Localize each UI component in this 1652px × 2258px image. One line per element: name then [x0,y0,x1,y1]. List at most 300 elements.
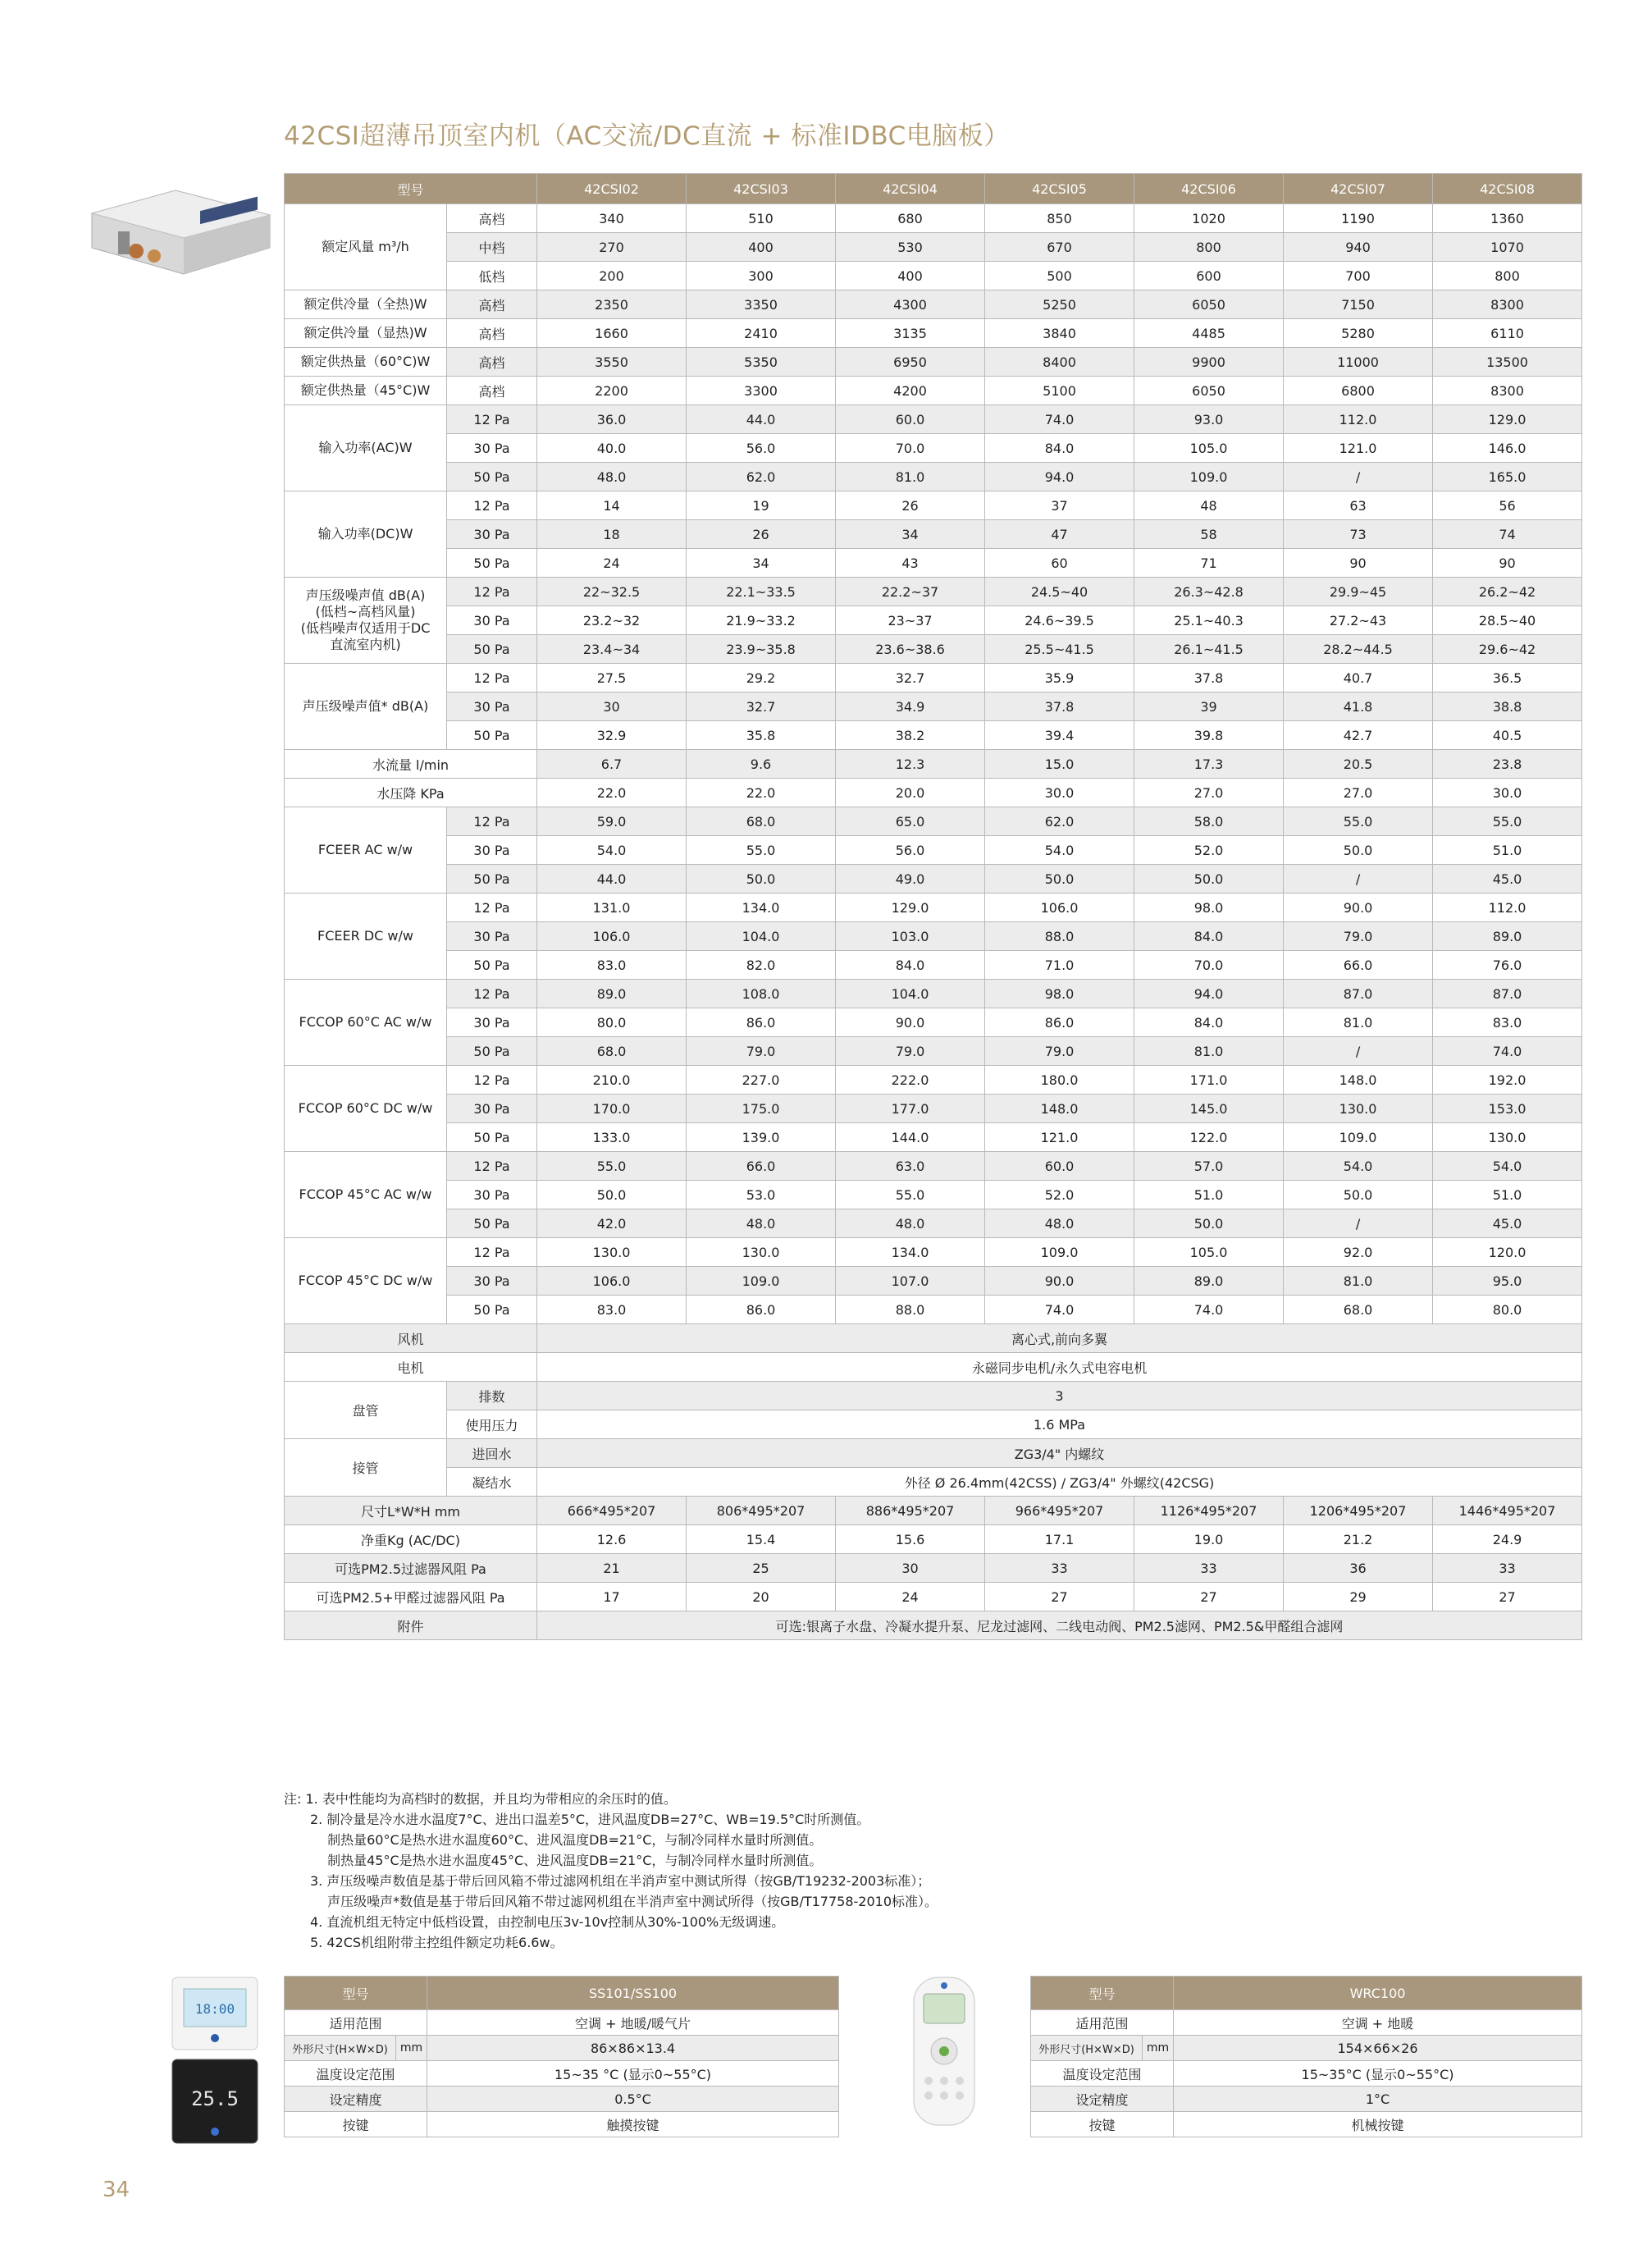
cell-value: 90.0 [985,1267,1134,1296]
cell-value: 84.0 [1134,1008,1284,1037]
cell-value: 806*495*207 [687,1497,836,1525]
cell-value: 23.4~34 [537,635,687,664]
cell-value: 1126*495*207 [1134,1497,1284,1525]
cell-value: 74.0 [985,405,1134,434]
cell-value: 55.0 [687,836,836,865]
ctrl1-model-value: SS101/SS100 [427,1977,839,2010]
row-group-label: FCEER DC w/w [285,894,447,980]
table-row [285,405,1582,434]
cell-value: 56.0 [836,836,985,865]
cell-value: 89.0 [537,980,687,1008]
indoor-unit-image [85,182,274,277]
table-row [285,807,1582,836]
cell-value: 103.0 [836,922,985,951]
table-row [285,1410,1582,1439]
cell-value: 98.0 [985,980,1134,1008]
cell-value: 145.0 [1134,1095,1284,1123]
cell-value: 60.0 [836,405,985,434]
cell-value: 34 [836,520,985,549]
table-row [285,1353,1582,1382]
row-group-label: 额定风量 m³/h [285,204,447,290]
cell-value: 58 [1134,520,1284,549]
cell-value: 139.0 [687,1123,836,1152]
header-model-42csi05: 42CSI05 [985,174,1134,204]
cell-value: 50.0 [1134,1209,1284,1238]
row-sublabel: 50 Pa [447,865,537,894]
cell-value: 17.1 [985,1525,1134,1554]
cell-value: 68.0 [687,807,836,836]
cell-value: 25.1~40.3 [1134,606,1284,635]
ctrl1-prec-value: 0.5°C [427,2087,839,2112]
cell-value: 3350 [687,290,836,319]
cell-value: 29.9~45 [1284,578,1433,606]
cell-value: 6110 [1433,319,1582,348]
cell-value: 108.0 [687,980,836,1008]
cell-value: 24.9 [1433,1525,1582,1554]
table-row [285,1095,1582,1123]
cell-value: 129.0 [836,894,985,922]
cell-value: 121.0 [1284,434,1433,463]
header-model-42csi06: 42CSI06 [1134,174,1284,204]
cell-value: 98.0 [1134,894,1284,922]
cell-value: 6950 [836,348,985,377]
ctrl2-model-value: WRC100 [1174,1977,1582,2010]
cell-value: 6.7 [537,750,687,779]
table-row [285,491,1582,520]
controller-table-wrc100 [1030,1976,1582,2137]
table-row [285,377,1582,405]
ctrl1-key-label: 按键 [285,2112,427,2137]
cell-value: 93.0 [1134,405,1284,434]
cell-value: 80.0 [1433,1296,1582,1324]
cell-value: 23.8 [1433,750,1582,779]
cell-value: 25.5~41.5 [985,635,1134,664]
cell-value: 34 [687,549,836,578]
cell-value: 55.0 [537,1152,687,1181]
row-sublabel: 50 Pa [447,549,537,578]
pipe-in-label: 进回水 [447,1439,537,1468]
cell-value: 1070 [1433,233,1582,262]
cell-value: 9900 [1134,348,1284,377]
cell-value: 35.9 [985,664,1134,692]
cell-value: 86.0 [687,1008,836,1037]
cell-value: 15.0 [985,750,1134,779]
cell-value: 175.0 [687,1095,836,1123]
table-row [285,721,1582,750]
cell-value: 3135 [836,319,985,348]
thermostat-white-image [171,1976,259,2051]
table-row [285,750,1582,779]
cell-value: 9.6 [687,750,836,779]
notes [284,1789,938,1953]
cell-value: 23~37 [836,606,985,635]
cell-value: 24 [836,1583,985,1611]
ctrl1-prec-label: 设定精度 [285,2087,427,2112]
cell-value: 2350 [537,290,687,319]
cell-value: 400 [836,262,985,290]
cell-value: 86.0 [687,1296,836,1324]
row-sublabel: 12 Pa [447,578,537,606]
ctrl2-key-value: 机械按键 [1174,2112,1582,2137]
table-row [285,1611,1582,1640]
ctrl2-prec-value: 1°C [1174,2087,1582,2112]
row-group-label: 额定供热量（45°C)W [285,377,447,405]
cell-value: 11000 [1284,348,1433,377]
row-group-label: FCCOP 45°C AC w/w [285,1152,447,1238]
cell-value: 153.0 [1433,1095,1582,1123]
cell-value: 53.0 [687,1181,836,1209]
coil-rows-value: 3 [537,1382,1582,1410]
cell-value: 20 [687,1583,836,1611]
cell-value: 89.0 [1433,922,1582,951]
cell-value: 62.0 [985,807,1134,836]
cell-value: 134.0 [687,894,836,922]
cell-value: 79.0 [836,1037,985,1066]
cell-value: 33 [985,1554,1134,1583]
cell-value: 30.0 [985,779,1134,807]
cell-value: 122.0 [1134,1123,1284,1152]
ctrl1-size-label: 外形尺寸(H×W×D) [285,2036,396,2061]
row-label: 水压降 KPa [285,779,537,807]
ctrl2-size-value: 154×66×26 [1174,2036,1582,2061]
cell-value: 30.0 [1433,779,1582,807]
cell-value: 270 [537,233,687,262]
row-sublabel: 12 Pa [447,491,537,520]
cell-value: 59.0 [537,807,687,836]
cell-value: 28.5~40 [1433,606,1582,635]
row-sublabel: 高档 [447,290,537,319]
cell-value: 8300 [1433,377,1582,405]
cell-value: 1190 [1284,204,1433,233]
cell-value: 340 [537,204,687,233]
table-row [285,1525,1582,1554]
cell-value: 144.0 [836,1123,985,1152]
table-row [285,434,1582,463]
cell-value: 12.3 [836,750,985,779]
ctrl2-range-label: 适用范围 [1031,2010,1174,2036]
cell-value: 4300 [836,290,985,319]
cell-value: 51.0 [1433,1181,1582,1209]
pipe-cond-label: 凝结水 [447,1468,537,1497]
cell-value: 23.6~38.6 [836,635,985,664]
cell-value: 28.2~44.5 [1284,635,1433,664]
cell-value: 8400 [985,348,1134,377]
row-sublabel: 50 Pa [447,951,537,980]
row-sublabel: 12 Pa [447,1066,537,1095]
row-group-label: 声压级噪声值 dB(A) (低档~高档风量) (低档噪声仅适用于DC 直流室内机) [285,578,447,664]
table-row [285,319,1582,348]
row-sublabel: 12 Pa [447,980,537,1008]
cell-value: 30 [836,1554,985,1583]
table-row [285,1583,1582,1611]
table-row [285,779,1582,807]
cell-value: 56.0 [687,434,836,463]
cell-value: 12.6 [537,1525,687,1554]
cell-value: 5280 [1284,319,1433,348]
row-group-label: FCEER AC w/w [285,807,447,894]
cell-value: 62.0 [687,463,836,491]
cell-value: 92.0 [1284,1238,1433,1267]
cell-value: 87.0 [1284,980,1433,1008]
table-row [285,980,1582,1008]
fan-value: 离心式,前向多翼 [537,1324,1582,1353]
cell-value: 6800 [1284,377,1433,405]
pipe-cond-value: 外径 Ø 26.4mm(42CSS) / ZG3/4" 外螺纹(42CSG) [537,1468,1582,1497]
cell-value: 48 [1134,491,1284,520]
cell-value: 63 [1284,491,1433,520]
ctrl1-temp-label: 温度设定范围 [285,2061,427,2087]
table-row [285,520,1582,549]
cell-value: 33 [1134,1554,1284,1583]
row-sublabel: 12 Pa [447,807,537,836]
cell-value: 121.0 [985,1123,1134,1152]
cell-value: 109.0 [687,1267,836,1296]
table-row [285,348,1582,377]
cell-value: 800 [1433,262,1582,290]
cell-value: 131.0 [537,894,687,922]
cell-value: 76.0 [1433,951,1582,980]
cell-value: 22~32.5 [537,578,687,606]
cell-value: 79.0 [1284,922,1433,951]
cell-value: 49.0 [836,865,985,894]
cell-value: 130.0 [537,1238,687,1267]
row-sublabel: 12 Pa [447,894,537,922]
cell-value: 54.0 [1433,1152,1582,1181]
cell-value: 146.0 [1433,434,1582,463]
cell-value: 222.0 [836,1066,985,1095]
row-sublabel: 50 Pa [447,463,537,491]
cell-value: 90 [1284,549,1433,578]
fan-label: 风机 [285,1324,537,1353]
cell-value: 15.4 [687,1525,836,1554]
table-row [285,1123,1582,1152]
note-line: 制热量60°C是热水进水温度60°C、进风温度DB=21°C，与制冷同样水量时所测值。 [284,1832,823,1848]
cell-value: 27 [1433,1583,1582,1611]
cell-value: 886*495*207 [836,1497,985,1525]
cell-value: 6050 [1134,377,1284,405]
cell-value: 700 [1284,262,1433,290]
cell-value: 44.0 [687,405,836,434]
cell-value: 40.7 [1284,664,1433,692]
row-sublabel: 50 Pa [447,1209,537,1238]
row-sublabel: 30 Pa [447,606,537,635]
pipe-label: 接管 [285,1439,447,1497]
cell-value: 94.0 [1134,980,1284,1008]
cell-value: 105.0 [1134,1238,1284,1267]
cell-value: 200 [537,262,687,290]
controller-table-ss101 [284,1976,839,2137]
cell-value: 83.0 [537,1296,687,1324]
row-group-label: FCCOP 60°C DC w/w [285,1066,447,1152]
row-sublabel: 50 Pa [447,1296,537,1324]
table-row [285,463,1582,491]
cell-value: 27.0 [1284,779,1433,807]
cell-value: / [1284,1209,1433,1238]
header-model-42csi07: 42CSI07 [1284,174,1433,204]
header-model-42csi04: 42CSI04 [836,174,985,204]
cell-value: 40.0 [537,434,687,463]
cell-value: 40.5 [1433,721,1582,750]
row-sublabel: 30 Pa [447,1008,537,1037]
cell-value: 36.5 [1433,664,1582,692]
table-row [285,549,1582,578]
row-sublabel: 12 Pa [447,1152,537,1181]
thermostat-black-image [171,2058,259,2145]
row-group-label: 额定供热量（60°C)W [285,348,447,377]
ctrl1-temp-value: 15~35 °C (显示0~55°C) [427,2061,839,2087]
cell-value: 74.0 [1433,1037,1582,1066]
cell-value: 50.0 [537,1181,687,1209]
row-group-label: FCCOP 60°C AC w/w [285,980,447,1066]
table-row [285,635,1582,664]
cell-value: 22.1~33.5 [687,578,836,606]
cell-value: 74.0 [985,1296,1134,1324]
cell-value: 26.1~41.5 [1134,635,1284,664]
row-sublabel: 30 Pa [447,922,537,951]
cell-value: 55.0 [1284,807,1433,836]
ctrl2-prec-label: 设定精度 [1031,2087,1174,2112]
cell-value: 39.4 [985,721,1134,750]
cell-value: 130.0 [687,1238,836,1267]
table-row [285,204,1582,233]
cell-value: 68.0 [1284,1296,1433,1324]
cell-value: 105.0 [1134,434,1284,463]
row-sublabel: 中档 [447,233,537,262]
row-sublabel: 50 Pa [447,1037,537,1066]
row-label: 水流量 l/min [285,750,537,779]
remote-control-image [910,1976,978,2128]
cell-value: 84.0 [1134,922,1284,951]
row-sublabel: 30 Pa [447,434,537,463]
cell-value: 54.0 [537,836,687,865]
cell-value: 148.0 [1284,1066,1433,1095]
cell-value: 210.0 [537,1066,687,1095]
cell-value: 500 [985,262,1134,290]
accessory-label: 附件 [285,1611,537,1640]
header-model-42csi03: 42CSI03 [687,174,836,204]
cell-value: 32.9 [537,721,687,750]
table-row [285,1468,1582,1497]
table-row [285,1497,1582,1525]
cell-value: 23.2~32 [537,606,687,635]
cell-value: 109.0 [1284,1123,1433,1152]
cell-value: 29.6~42 [1433,635,1582,664]
cell-value: 42.0 [537,1209,687,1238]
table-row [285,1152,1582,1181]
header-model-42csi08: 42CSI08 [1433,174,1582,204]
cell-value: 170.0 [537,1095,687,1123]
ctrl1-key-value: 触摸按键 [427,2112,839,2137]
cell-value: 24.6~39.5 [985,606,1134,635]
cell-value: 29.2 [687,664,836,692]
cell-value: 20.0 [836,779,985,807]
cell-value: 50.0 [1134,865,1284,894]
cell-value: 39.8 [1134,721,1284,750]
table-row [285,1066,1582,1095]
row-sublabel: 12 Pa [447,1238,537,1267]
cell-value: 109.0 [985,1238,1134,1267]
cell-value: / [1284,865,1433,894]
cell-value: 120.0 [1433,1238,1582,1267]
cell-value: 48.0 [687,1209,836,1238]
cell-value: 89.0 [1134,1267,1284,1296]
cell-value: 192.0 [1433,1066,1582,1095]
table-row [285,1439,1582,1468]
cell-value: 48.0 [836,1209,985,1238]
cell-value: 32.7 [836,664,985,692]
motor-label: 电机 [285,1353,537,1382]
cell-value: 8300 [1433,290,1582,319]
pipe-in-value: ZG3/4" 内螺纹 [537,1439,1582,1468]
row-sublabel: 30 Pa [447,1095,537,1123]
ctrl2-size-label: 外形尺寸(H×W×D) [1031,2036,1143,2061]
cell-value: 70.0 [1134,951,1284,980]
cell-value: 56 [1433,491,1582,520]
row-sublabel: 30 Pa [447,836,537,865]
cell-value: 22.0 [687,779,836,807]
cell-value: 54.0 [985,836,1134,865]
row-sublabel: 50 Pa [447,721,537,750]
cell-value: 32.7 [687,692,836,721]
cell-value: 23.9~35.8 [687,635,836,664]
cell-value: 55.0 [836,1181,985,1209]
coil-rows-label: 排数 [447,1382,537,1410]
cell-value: 600 [1134,262,1284,290]
cell-value: 68.0 [537,1037,687,1066]
cell-value: 50.0 [687,865,836,894]
row-sublabel: 高档 [447,348,537,377]
cell-value: 27.5 [537,664,687,692]
cell-value: 51.0 [1134,1181,1284,1209]
cell-value: 65.0 [836,807,985,836]
cell-value: 27.0 [1134,779,1284,807]
table-row [285,1296,1582,1324]
cell-value: 45.0 [1433,865,1582,894]
table-row [285,1554,1582,1583]
cell-value: 1360 [1433,204,1582,233]
row-sublabel: 50 Pa [447,635,537,664]
cell-value: 34.9 [836,692,985,721]
cell-value: 54.0 [1284,1152,1433,1181]
cell-value: 19 [687,491,836,520]
cell-value: 5100 [985,377,1134,405]
cell-value: 74.0 [1134,1296,1284,1324]
cell-value: 1206*495*207 [1284,1497,1433,1525]
cell-value: 30 [537,692,687,721]
note-line: 声压级噪声*数值是基于带后回风箱不带过滤网机组在半消声室中测试所得（按GB/T17758-2010标准）。 [284,1894,938,1909]
cell-value: 79.0 [985,1037,1134,1066]
thermostat-display-2: 25.5 [191,2087,239,2110]
cell-value: 6050 [1134,290,1284,319]
table-row [285,894,1582,922]
cell-value: 13500 [1433,348,1582,377]
cell-value: 850 [985,204,1134,233]
row-sublabel: 12 Pa [447,405,537,434]
cell-value: 83.0 [537,951,687,980]
cell-value: 2410 [687,319,836,348]
cell-value: 300 [687,262,836,290]
table-row [285,1037,1582,1066]
cell-value: 37 [985,491,1134,520]
row-sublabel: 30 Pa [447,520,537,549]
cell-value: 180.0 [985,1066,1134,1095]
cell-value: 66.0 [1284,951,1433,980]
cell-value: 4485 [1134,319,1284,348]
page-number: 34 [103,2178,130,2202]
cell-value: 50.0 [985,865,1134,894]
cell-value: 3550 [537,348,687,377]
note-line: 4. 直流机组无特定中低档设置，由控制电压3v-10v控制从30%-100%无级调速。 [284,1914,785,1930]
